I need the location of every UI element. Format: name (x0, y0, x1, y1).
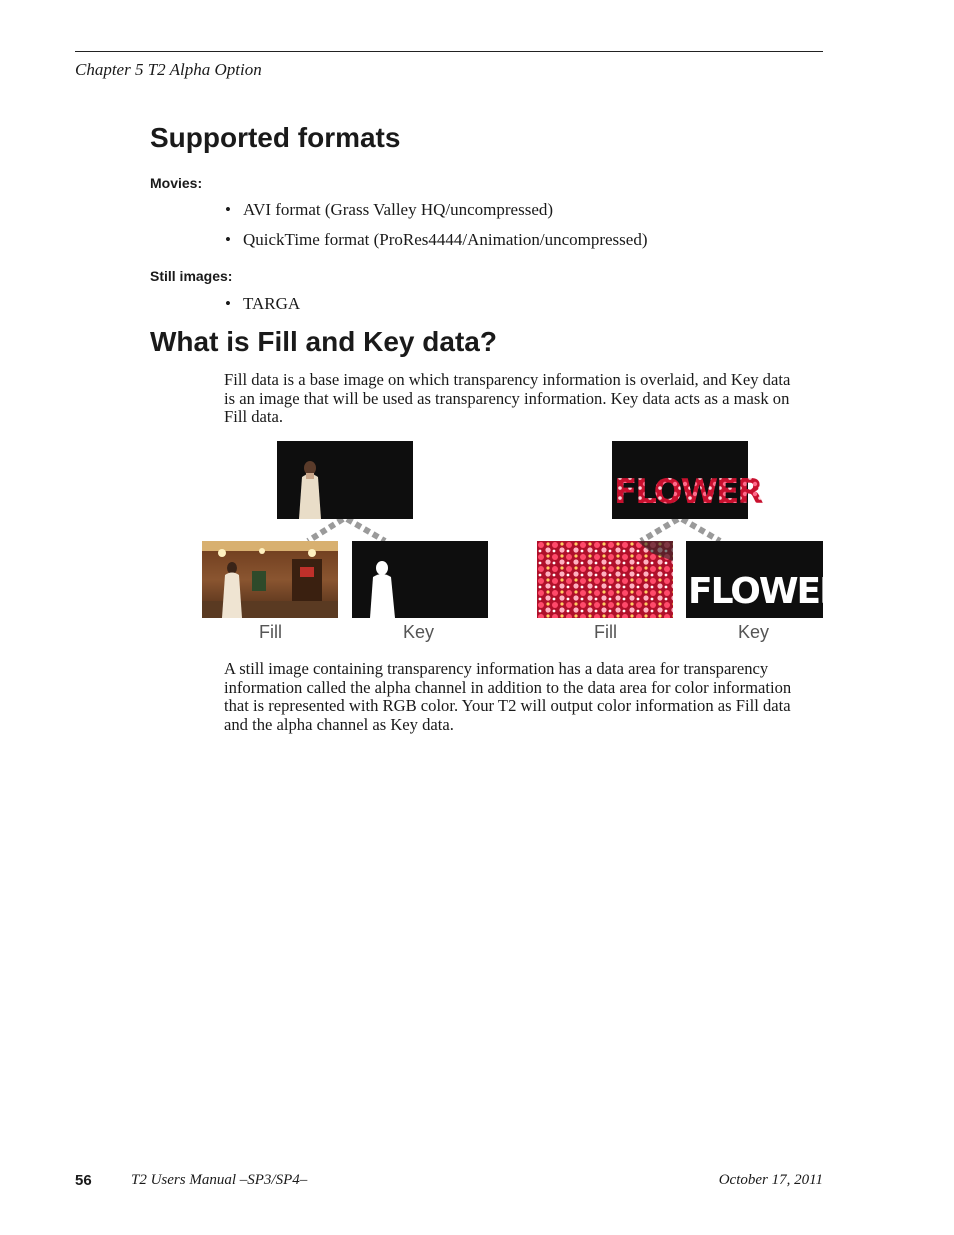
caption-key-right: Key (738, 622, 770, 642)
key-image-flower-text (686, 541, 845, 618)
connector-line (308, 519, 343, 541)
connector-line (641, 519, 678, 541)
connector-line (682, 519, 720, 541)
fill-image-flowers (537, 541, 673, 618)
composite-image-woman (277, 441, 413, 519)
list-item: • TARGA (225, 294, 301, 313)
caption-fill-right: Fill (594, 622, 617, 642)
still-images-label: Still images: (150, 268, 233, 284)
section-title-fill-key: What is Fill and Key data? (150, 326, 497, 357)
caption-key-left: Key (403, 622, 435, 642)
key-image-silhouette (352, 541, 488, 618)
composite-image-flower-text (612, 441, 762, 519)
footer-date: October 17, 2011 (718, 1172, 823, 1188)
section-title-supported-formats: Supported formats (150, 122, 401, 153)
paragraph-alpha-channel: A still image containing transparency information has a data area for transparency information called the alpha channel in addition to the data area for color information that is represented with RGB color. Your T2 will output color information as Fill data and the alpha channel as Key data. (224, 659, 792, 735)
svg-text:FLOWER: FLOWER (688, 571, 845, 612)
list-item: • QuickTime format (ProRes4444/Animation/uncompressed) (225, 230, 648, 249)
header-rule (75, 51, 823, 52)
paragraph-fill-key-intro: Fill data is a base image on which transparency information is overlaid, and Key data is an image that will be used as transparency information. Key data acts as a mask on Fill data. (224, 370, 791, 427)
caption-fill-left: Fill (259, 622, 282, 642)
list-item: • AVI format (Grass Valley HQ/uncompressed) (225, 200, 554, 219)
svg-text:FLOWER: FLOWER (614, 472, 762, 512)
movies-label: Movies: (150, 175, 203, 191)
chapter-header: Chapter 5 T2 Alpha Option (75, 60, 262, 79)
fill-image-woman-lobby (202, 541, 338, 618)
connector-line (347, 519, 385, 541)
footer-manual-title: T2 Users Manual –SP3/SP4– (131, 1172, 308, 1188)
page-number: 56 (75, 1172, 92, 1189)
